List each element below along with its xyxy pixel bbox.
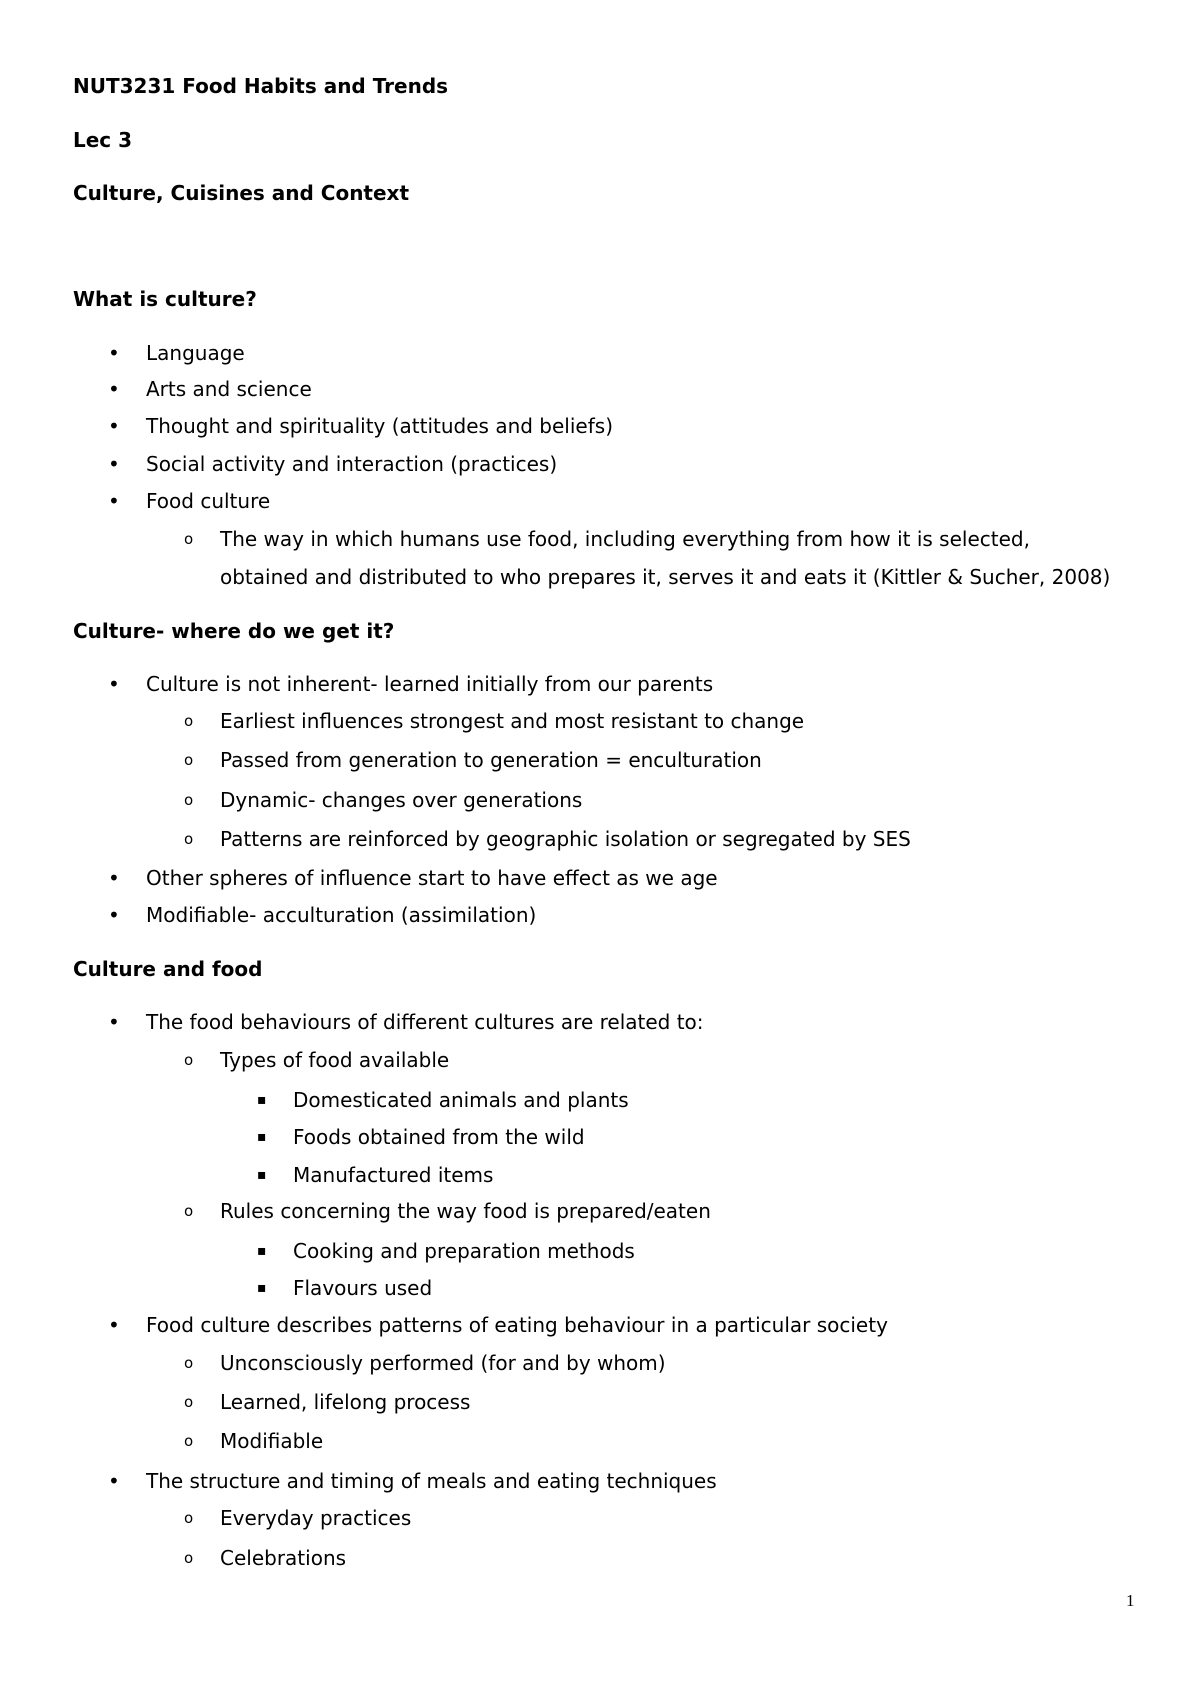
- list-item: Food culture: [146, 489, 271, 513]
- list-item: Everyday practices: [220, 1506, 412, 1530]
- list-item: Other spheres of influence start to have effect as we age: [146, 866, 718, 890]
- bullet-marker: •: [108, 341, 120, 365]
- bullet-marker: •: [108, 1313, 120, 1337]
- circle-marker: o: [184, 751, 194, 769]
- circle-marker: o: [184, 830, 194, 848]
- square-marker: ▪: [257, 1280, 267, 1296]
- section-heading-what-is-culture: What is culture?: [73, 287, 257, 311]
- list-item-continuation: obtained and distributed to who prepares it, serves it and eats it (Kittler & Sucher, 2008): [220, 565, 1111, 589]
- circle-marker: o: [184, 1051, 194, 1069]
- circle-marker: o: [184, 530, 194, 548]
- list-item: Rules concerning the way food is prepared/eaten: [220, 1199, 711, 1223]
- course-title: NUT3231 Food Habits and Trends: [73, 74, 449, 98]
- list-item: Celebrations: [220, 1546, 347, 1570]
- circle-marker: o: [184, 1432, 194, 1450]
- bullet-marker: •: [108, 414, 120, 438]
- bullet-marker: •: [108, 1469, 120, 1493]
- list-item: Types of food available: [220, 1048, 450, 1072]
- page-number: 1: [1126, 1591, 1135, 1610]
- list-item: The way in which humans use food, including everything from how it is selected,: [220, 527, 1030, 551]
- list-item: Food culture describes patterns of eating behaviour in a particular society: [146, 1313, 888, 1337]
- list-item: The structure and timing of meals and eating techniques: [146, 1469, 717, 1493]
- bullet-marker: •: [108, 489, 120, 513]
- list-item: Unconsciously performed (for and by whom): [220, 1351, 666, 1375]
- section-heading-culture-and-food: Culture and food: [73, 957, 263, 981]
- square-marker: ▪: [257, 1167, 267, 1183]
- list-item: Modifiable- acculturation (assimilation): [146, 903, 537, 927]
- list-item: Learned, lifelong process: [220, 1390, 471, 1414]
- lecture-number: Lec 3: [73, 128, 133, 152]
- lecture-title: Culture, Cuisines and Context: [73, 181, 410, 205]
- list-item: Flavours used: [293, 1276, 433, 1300]
- list-item: Domesticated animals and plants: [293, 1088, 629, 1112]
- circle-marker: o: [184, 1202, 194, 1220]
- circle-marker: o: [184, 1509, 194, 1527]
- circle-marker: o: [184, 712, 194, 730]
- square-marker: ▪: [257, 1129, 267, 1145]
- bullet-marker: •: [108, 1010, 120, 1034]
- list-item: Thought and spirituality (attitudes and beliefs): [146, 414, 613, 438]
- list-item: Cooking and preparation methods: [293, 1239, 635, 1263]
- list-item: Dynamic- changes over generations: [220, 788, 583, 812]
- circle-marker: o: [184, 791, 194, 809]
- list-item: Earliest influences strongest and most resistant to change: [220, 709, 805, 733]
- bullet-marker: •: [108, 866, 120, 890]
- square-marker: ▪: [257, 1243, 267, 1259]
- bullet-marker: •: [108, 452, 120, 476]
- list-item: Passed from generation to generation = enculturation: [220, 748, 762, 772]
- bullet-marker: •: [108, 903, 120, 927]
- list-item: Social activity and interaction (practices): [146, 452, 558, 476]
- list-item: Patterns are reinforced by geographic isolation or segregated by SES: [220, 827, 911, 851]
- list-item: Manufactured items: [293, 1163, 494, 1187]
- list-item: Language: [146, 341, 245, 365]
- list-item: Arts and science: [146, 377, 312, 401]
- bullet-marker: •: [108, 672, 120, 696]
- circle-marker: o: [184, 1354, 194, 1372]
- section-heading-where-do-we-get-it: Culture- where do we get it?: [73, 619, 395, 643]
- bullet-marker: •: [108, 377, 120, 401]
- list-item: Culture is not inherent- learned initially from our parents: [146, 672, 714, 696]
- list-item: Foods obtained from the wild: [293, 1125, 585, 1149]
- list-item: The food behaviours of different cultures are related to:: [146, 1010, 704, 1034]
- list-item: Modifiable: [220, 1429, 324, 1453]
- circle-marker: o: [184, 1393, 194, 1411]
- circle-marker: o: [184, 1549, 194, 1567]
- square-marker: ▪: [257, 1092, 267, 1108]
